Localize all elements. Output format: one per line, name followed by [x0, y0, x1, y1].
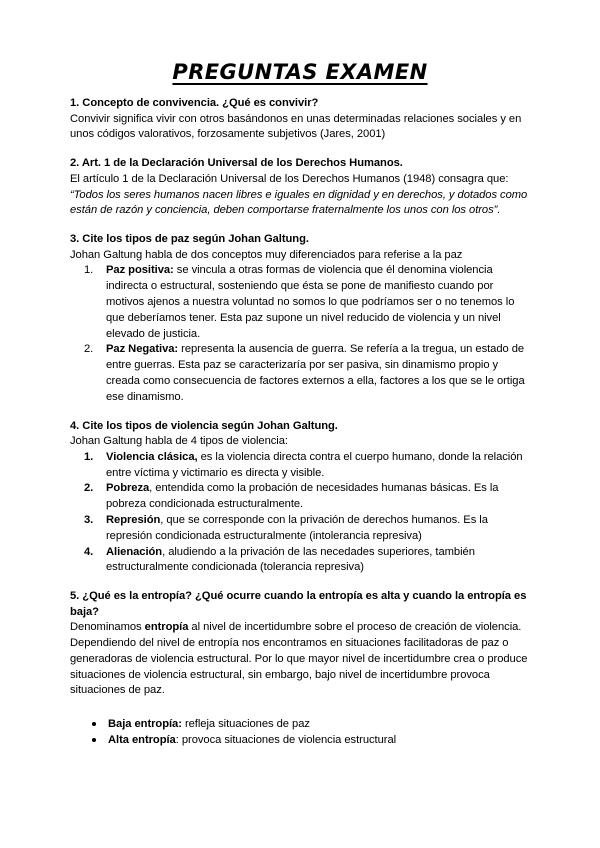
list-item-lead: Baja entropía:	[108, 718, 182, 731]
spacer	[70, 406, 530, 419]
section-5-bullet-list	[70, 717, 530, 749]
section-5-body-emphasis: entropía	[144, 621, 189, 634]
list-item-lead: Pobreza	[106, 482, 150, 495]
bullet-icon	[92, 738, 96, 742]
list-item-lead: Alienación	[106, 545, 163, 558]
list-item	[70, 450, 530, 482]
list-marker: 2.	[84, 343, 94, 356]
section-1-body: Convivir significa vivir con otros basándonos en unas determinadas relaciones sociales y en unos códigos valorativos, forzosamente subjetivos (Jares, 2001)	[70, 112, 522, 141]
list-item-text: , entendida como la probación de necesidades humanas básicas. Es la pobreza condicionada estructuralmente.	[106, 482, 499, 511]
section-3-body: Johan Galtung habla de dos conceptos muy diferenciados para referise a la paz	[70, 248, 463, 261]
page-title: PREGUNTAS EXAMEN	[172, 60, 428, 84]
spacer	[70, 219, 530, 232]
list-marker: 1.	[84, 264, 94, 277]
section-3	[70, 232, 530, 405]
list-item-text: , aludiendo a la privación de las necedades superiores, también estructuralmente condicionada (tolerancia represiva)	[106, 545, 475, 574]
section-2-heading: 2. Art. 1 de la Declaración Universal de los Derechos Humanos.	[70, 157, 403, 170]
list-item-lead: Paz positiva:	[106, 264, 174, 277]
document-content	[70, 60, 530, 749]
section-3-heading: 3. Cite los tipos de paz según Johan Galtung.	[70, 233, 309, 246]
section-3-list	[70, 263, 530, 405]
spacer	[70, 576, 530, 589]
list-item-text: , que se corresponde con la privación de derechos humanos. Es la represión condicionada estructuralmente (intolerancia represiva)	[106, 514, 488, 542]
list-marker: 2.	[84, 482, 94, 495]
list-item-lead: Violencia clásica,	[106, 450, 198, 463]
list-item-text: refleja situaciones de paz	[181, 718, 310, 731]
list-item	[70, 545, 530, 577]
list-item	[70, 513, 530, 545]
list-item-lead: Alta entropía	[108, 734, 176, 747]
section-4-body: Johan Galtung habla de 4 tipos de violencia:	[70, 435, 288, 448]
section-5-heading: 5. ¿Qué es la entropía? ¿Qué ocurre cuando la entropía es alta y cuando la entropía es baja?	[70, 590, 527, 618]
spacer	[70, 699, 530, 717]
list-item-text: : provoca situaciones de violencia estructural	[175, 734, 397, 747]
section-2	[70, 156, 530, 219]
section-2-body: El artículo 1 de la Declaración Universal de los Derechos Humanos (1948) consagra que:	[70, 172, 509, 185]
section-1-heading: 1. Concepto de convivencia. ¿Qué es convivir?	[70, 97, 319, 110]
list-item	[70, 263, 530, 342]
list-item-text: representa la ausencia de guerra. Se refería a la tregua, un estado de entre guerras. Esta paz se caracterizaría por ser pasiva, sin dinamismo propio y creada como consecuencia de factores externos a ella, factores a los que se le ortiga ese dinamismo.	[106, 343, 525, 403]
section-4-heading: 4. Cite los tipos de violencia según Johan Galtung.	[70, 419, 338, 432]
section-4-list	[70, 450, 530, 576]
section-1	[70, 96, 530, 143]
list-marker: 3.	[84, 514, 94, 527]
list-item-text: es la violencia directa contra el cuerpo humano, donde la relación entre víctima y victimario es directa y visible.	[106, 450, 523, 479]
section-4	[70, 419, 530, 577]
section-5-body-post: al nivel de incertidumbre sobre el proceso de creación de violencia. Dependiendo del nivel de entropía nos encontramos en situaciones facilitadoras de paz o generadoras de violencia estructural. Por lo que mayor nivel de incertidumbre crea o produce situaciones de violencia estructural, sin embargo, bajo nivel de incertidumbre provoca situaciones de paz.	[70, 621, 528, 697]
list-item-lead: Paz Negativa:	[106, 343, 179, 356]
list-item	[70, 733, 530, 749]
section-5	[70, 589, 530, 749]
list-item	[70, 342, 530, 405]
section-2-quote: “Todos los seres humanos nacen libres e iguales en dignidad y en derechos, y dotados como están de razón y conciencia, deben comportarse fraternalmente los unos con los otros”.	[70, 188, 528, 217]
list-item	[70, 481, 530, 513]
list-item	[70, 717, 530, 733]
list-item-lead: Represión	[106, 514, 161, 527]
list-item-text: se vincula a otras formas de violencia que él denomina violencia indirecta o estructural, sosteniendo que ésta se pone de manifiesto cuando por motivos ajenos a nuestra voluntad no somos lo que podríamos ser o no tenemos lo que deberíamos tener. Esta paz supone un nivel reducido de violencia y un nivel elevado de justicia.	[106, 264, 515, 340]
list-marker: 4.	[84, 545, 94, 558]
section-5-body	[70, 620, 530, 699]
spacer	[70, 143, 530, 156]
list-marker: 1.	[84, 450, 94, 463]
bullet-icon	[92, 722, 96, 726]
section-5-body-pre: Denominamos	[70, 621, 145, 634]
